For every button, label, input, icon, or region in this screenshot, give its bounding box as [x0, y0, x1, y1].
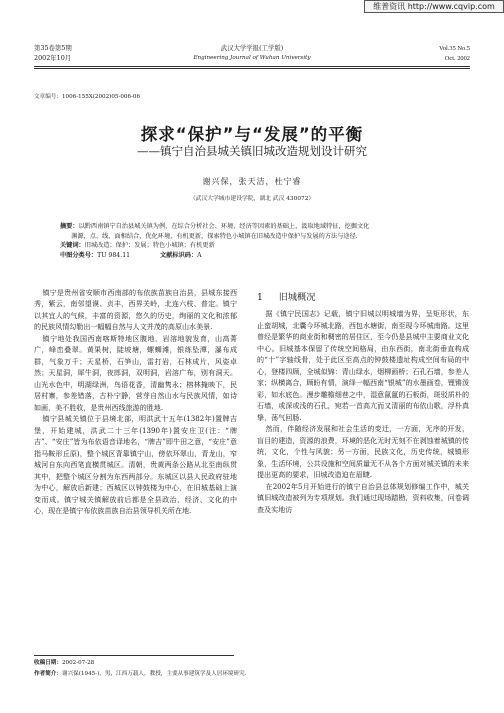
clc-label: 中图分类号： [60, 251, 98, 259]
volume-issue-cn: 第35卷第5期 [34, 44, 72, 52]
body-paragraph: 镇宁县城关镇位于县境北部，明洪武十五年(1382年)置牌吉堡，开始建城，洪武二十三年(1390年)置安庄卫(注：“牌吉”、“安庄”皆为布依语音译地名，“牌吉”即牛田之意，“安庄”意指马鞍形丘原)，整个城区背靠镇宁山，傍依环翠山，青龙山，窄城河自东向西笔直横贯城区。清朝，贵黄两条公路从北至南纵贯其中，把整个城区分割为东西两部分。东城区以县人民政府驻地为中心，解放后新建；西城区以钟鼓楼为中心，在旧城基础上演变而成。镇宁城关镇解放前后都是全县政治、经济、文化的中心，现在是镇宁布依族苗族自治县领导机关所在地. [34, 414, 237, 516]
body-paragraph: 在2002年5月开始进行的镇宁自治县总体规划修编工作中，城关镇旧城改造被列为专项规划。我们通过现场踏勘，资料收集，问卷调查及实地访 [257, 481, 469, 514]
section-title: 旧城概况 [278, 292, 316, 303]
keywords [60, 241, 460, 251]
watermark: 维普资讯 http://www.cqvip.com [364, 0, 504, 13]
received-value: 2002-07-28 [61, 660, 95, 666]
doc-code-label: 文献标识码： [160, 251, 198, 259]
abstract-label: 摘要： [60, 223, 79, 230]
journal-name-cn: 武汉大学学报(工学版) [220, 44, 284, 52]
body-paragraph: 然而，伴随经济发展和社会生活的变迁，一方面，无序的开发，盲目的建造，资源的浪费，环境的恶化无时无刻不在剥蚀着城镇的传统，文化，个性与风貌；另一方面，民族文化，历史传统，城镇形象，生活环境，公共设施和空间质量无不从各个方面对城关镇的未来提出更高的要求，旧城改造迫在眉睫. [257, 424, 469, 480]
date-en: Oct. 2002 [444, 55, 470, 62]
abstract-line-1 [60, 222, 460, 232]
clc-value: TU 984.11 [97, 251, 131, 259]
footnote-rule [34, 655, 234, 656]
keywords-label: 关键词： [60, 242, 85, 249]
keywords-text: 旧城改造；保护；发展；特色小城镇；有机更新 [84, 242, 215, 249]
body-paragraph: 镇宁是贵州省安顺市西南部的布依族苗族自治县，县城东接西秀，紫云，南邻望谟、贞丰，西界关岭，北连六枝、普定。镇宁以其宜人的气候，丰富的资源，悠久的历史，绚丽的文化和浓郁的民族风情勾勒出一幅幅自然与人文并茂的高原山水美景. [34, 288, 237, 332]
right-column [257, 292, 469, 515]
author-bio [34, 669, 246, 680]
abstract-text-1: 以黔西南镇宁自治县城关镇为例，在综合分析社会、环境、经济等因素的基础上，汲取地域特征，挖掘文化 [78, 223, 370, 230]
author-bio-label: 作者简介： [34, 671, 62, 677]
left-column [34, 287, 237, 517]
volume-issue-en: Vol.35 No.5 [439, 45, 470, 52]
doc-code-value: A [197, 251, 202, 259]
section-heading [257, 292, 469, 303]
received-label: 收稿日期： [34, 660, 62, 666]
body-paragraph: 据《镇宁民国志》记载，镇宁旧城以明城墙为界，呈矩形状，东止蛮胡城，北囊今环城北路，西包水塘街，南至现今环城南路。这里曾经是繁华的商业街和稠密的居住区，至今仍是县城中主要商业文化中心。旧城基本保留了传统空间格局，由东西街，南北街垂直构成的“十”字轴线骨，处于此区至高点的钟鼓楼遗址构成空间布局的中心，登楼四顾，全城似锦：青山绿水，烟柳画桥；石孔石墙，参差人家；纵横离合，顾盼有情，演绎一幅西南“银城”的水墨画卷，锂锵泼彩，如水底色。漫步雕檐细巷之中，湿意氤氲的石板街，斑驳质朴的石墙，或深或浅的石孔，宛若一首高亢而又清丽的布依山歌，浮朴真挚，荡气回肠. [257, 309, 469, 422]
section-number: 1 [257, 292, 263, 303]
received-date [34, 658, 94, 669]
author-list: 谢兴保，张天洁，杜宁睿 [202, 177, 302, 186]
article-number: 文章编号：1006-155X(2002)05-006-06 [34, 94, 141, 100]
paper-subtitle: ——镇宁自治县城关镇旧城改造规划设计研究 [137, 144, 367, 158]
author-bio-text: 谢兴保(1945-)，男，江西万载人，教授，主要从事建筑学及人居环境研究. [61, 671, 247, 677]
journal-name-en: Engineering Journal of Wuhan University [193, 55, 311, 61]
header-rule-thin [34, 68, 470, 69]
classification [60, 251, 460, 261]
body-paragraph: 镇宁地处我国西南喀斯特地区腹地，岩溶地貌发育，山高菁广，峰峦叠翠。黄果树，陡坡塘，螺蛳滩，银练坠潭，瀑布成群，气象万千；天星桥，石笋山，雷打岩，石林成片，风姿卓然；天星洞，犀牛洞，夜郎洞，双明洞，岩溶广布，别有洞天。山光水色中，明湖绿洲，鸟语花香，清幽隽永；榕林掩映下，民居村寨，参差错落，古朴宁静，营芽自然山水与民族风情，如诗如画，美不胜收，是贵州西线旅游的胜地. [34, 333, 237, 412]
date-cn: 2002年10月 [34, 54, 72, 62]
abstract-block [60, 222, 460, 260]
affiliation: （武汉大学城市建设学院，湖北 武汉 430072） [189, 196, 315, 202]
paper-title: 探求“保护”与“发展”的平衡 [140, 125, 364, 144]
header-rule [34, 66, 470, 67]
abstract-line-2: 渊源，点、线、面相结合，优化环境，有机更新，探索特色小城镇在旧城改造中保护与发展的方法与途径. [71, 232, 358, 240]
